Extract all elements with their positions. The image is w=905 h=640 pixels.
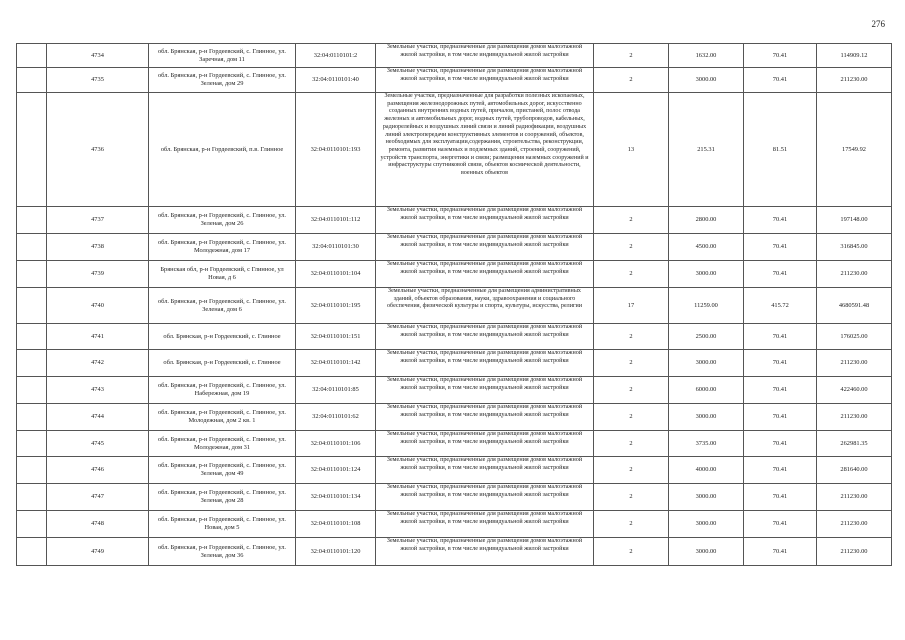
row-number-cell: 4737 [47, 207, 149, 234]
land-use-cell: Земельные участки, предназначенные для размещения домов малоэтажной жилой застройки, в том числе индивидуальной жилой застройки [376, 377, 594, 404]
cadastral-value-cell: 176025.00 [817, 324, 892, 350]
blank-cell [17, 68, 47, 93]
use-group-cell: 2 [594, 538, 669, 566]
cadastral-number-cell: 32:04:0110101:85 [296, 377, 376, 404]
row-number-cell: 4747 [47, 484, 149, 511]
specific-value-cell: 70.41 [744, 44, 817, 68]
cadastral-value-cell: 211230.00 [817, 350, 892, 377]
blank-cell [17, 261, 47, 288]
row-number-cell: 4743 [47, 377, 149, 404]
specific-value-cell: 70.41 [744, 324, 817, 350]
blank-cell [17, 207, 47, 234]
land-use-cell: Земельные участки, предназначенные для размещения домов малоэтажной жилой застройки, в том числе индивидуальной жилой застройки [376, 484, 594, 511]
land-use-cell: Земельные участки, предназначенные для размещения домов малоэтажной жилой застройки, в том числе индивидуальной жилой застройки [376, 538, 594, 566]
cadastral-number-cell: 32:04:0110101:40 [296, 68, 376, 93]
table-row [17, 538, 892, 566]
address-cell: обл. Брянская, р-н Гордеевский, с. Глинное, ул. Молодежная, дом 2 кв. 1 [149, 404, 296, 431]
area-cell: 3000.00 [669, 484, 744, 511]
table-row [17, 511, 892, 538]
land-use-cell: Земельные участки, предназначенные для размещения домов малоэтажной жилой застройки, в том числе индивидуальной жилой застройки [376, 431, 594, 457]
use-group-cell: 2 [594, 511, 669, 538]
area-cell: 3000.00 [669, 68, 744, 93]
address-cell: обл. Брянская, р-н Гордеевский, с. Глинное, ул. Заречная, дом 11 [149, 44, 296, 68]
table-row [17, 404, 892, 431]
cadastral-number-cell: 32:04:0110101:2 [296, 44, 376, 68]
cadastral-number-cell: 32:04:0110101:151 [296, 324, 376, 350]
use-group-cell: 2 [594, 234, 669, 261]
address-cell: обл. Брянская, р-н Гордеевский, п.в. Глинное [149, 93, 296, 207]
cadastral-number-cell: 32:04:0110101:120 [296, 538, 376, 566]
table-row [17, 324, 892, 350]
specific-value-cell: 70.41 [744, 234, 817, 261]
use-group-cell: 2 [594, 44, 669, 68]
blank-cell [17, 538, 47, 566]
use-group-cell: 2 [594, 350, 669, 377]
address-cell: обл. Брянская, р-н Гордеевский, с. Глинное, ул. Зеленая, дом 29 [149, 68, 296, 93]
land-use-cell: Земельные участки, предназначенные для размещения административных зданий, объектов образования, науки, здравоохранения и социального обеспечения, физической культуры и спорта, культуры, искусства, религии [376, 288, 594, 324]
blank-cell [17, 511, 47, 538]
cadastral-number-cell: 32:04:0110101:195 [296, 288, 376, 324]
area-cell: 4000.00 [669, 457, 744, 484]
land-use-cell: Земельные участки, предназначенные для размещения домов малоэтажной жилой застройки, в том числе индивидуальной жилой застройки [376, 207, 594, 234]
specific-value-cell: 70.41 [744, 68, 817, 93]
row-number-cell: 4735 [47, 68, 149, 93]
area-cell: 2800.00 [669, 207, 744, 234]
land-use-cell: Земельные участки, предназначенные для размещения домов малоэтажной жилой застройки, в том числе индивидуальной жилой застройки [376, 350, 594, 377]
land-use-cell: Земельные участки, предназначенные для размещения домов малоэтажной жилой застройки, в том числе индивидуальной жилой застройки [376, 324, 594, 350]
cadastral-value-cell: 316845.00 [817, 234, 892, 261]
cadastral-value-cell: 422460.00 [817, 377, 892, 404]
specific-value-cell: 70.41 [744, 404, 817, 431]
blank-cell [17, 484, 47, 511]
address-cell: обл. Брянская, р-н Гордеевский, с. Глинное, ул. Молодежная, дом 17 [149, 234, 296, 261]
row-number-cell: 4736 [47, 93, 149, 207]
land-use-cell: Земельные участки, предназначенные для размещения домов малоэтажной жилой застройки, в том числе индивидуальной жилой застройки [376, 404, 594, 431]
table-row [17, 68, 892, 93]
table-row [17, 457, 892, 484]
table-body [17, 44, 892, 566]
use-group-cell: 2 [594, 377, 669, 404]
land-use-cell: Земельные участки, предназначенные для размещения домов малоэтажной жилой застройки, в том числе индивидуальной жилой застройки [376, 44, 594, 68]
cadastral-number-cell: 32:04:0110101:30 [296, 234, 376, 261]
cadastral-value-cell: 4680591.48 [817, 288, 892, 324]
area-cell: 3000.00 [669, 538, 744, 566]
blank-cell [17, 324, 47, 350]
blank-cell [17, 457, 47, 484]
land-use-cell: Земельные участки, предназначенные для размещения домов малоэтажной жилой застройки, в том числе индивидуальной жилой застройки [376, 68, 594, 93]
cadastral-value-cell: 281640.00 [817, 457, 892, 484]
area-cell: 11259.00 [669, 288, 744, 324]
row-number-cell: 4738 [47, 234, 149, 261]
area-cell: 3000.00 [669, 404, 744, 431]
cadastral-value-cell: 114909.12 [817, 44, 892, 68]
land-use-cell: Земельные участки, предназначенные для размещения домов малоэтажной жилой застройки, в том числе индивидуальной жилой застройки [376, 457, 594, 484]
table-row [17, 350, 892, 377]
row-number-cell: 4740 [47, 288, 149, 324]
address-cell: обл. Брянская, р-н Гордеевский, с. Глинное, ул. Молодежная, дом 31 [149, 431, 296, 457]
table-row [17, 377, 892, 404]
address-cell: обл. Брянская, р-н Гордеевский, с. Глинное, ул. Зеленая, дом 28 [149, 484, 296, 511]
use-group-cell: 2 [594, 207, 669, 234]
address-cell: обл. Брянская, р-н Гордеевский, с. Глинное, ул. Набережная, дом 19 [149, 377, 296, 404]
cadastral-value-cell: 262981.35 [817, 431, 892, 457]
use-group-cell: 2 [594, 261, 669, 288]
table-row [17, 44, 892, 68]
specific-value-cell: 81.51 [744, 93, 817, 207]
area-cell: 1632.00 [669, 44, 744, 68]
use-group-cell: 13 [594, 93, 669, 207]
land-use-cell: Земельные участки, предназначенные для размещения домов малоэтажной жилой застройки, в том числе индивидуальной жилой застройки [376, 234, 594, 261]
row-number-cell: 4734 [47, 44, 149, 68]
area-cell: 215.31 [669, 93, 744, 207]
use-group-cell: 2 [594, 457, 669, 484]
address-cell: обл. Брянская, р-н Гордеевский, с. Глинное, ул. Зеленая, дом 26 [149, 207, 296, 234]
row-number-cell: 4748 [47, 511, 149, 538]
table-row [17, 288, 892, 324]
row-number-cell: 4739 [47, 261, 149, 288]
blank-cell [17, 377, 47, 404]
cadastral-value-cell: 211230.00 [817, 68, 892, 93]
row-number-cell: 4741 [47, 324, 149, 350]
land-use-cell: Земельные участки, предназначенные для размещения домов малоэтажной жилой застройки, в том числе индивидуальной жилой застройки [376, 511, 594, 538]
area-cell: 3000.00 [669, 350, 744, 377]
row-number-cell: 4746 [47, 457, 149, 484]
area-cell: 3000.00 [669, 511, 744, 538]
specific-value-cell: 70.41 [744, 511, 817, 538]
address-cell: Брянская обл, р-н Гордеевский, с Глинное, ул Новая, д 6 [149, 261, 296, 288]
blank-cell [17, 93, 47, 207]
specific-value-cell: 415.72 [744, 288, 817, 324]
use-group-cell: 2 [594, 324, 669, 350]
table-row [17, 93, 892, 207]
address-cell: обл. Брянская, р-н Гордеевский, с. Глинное, ул. Зеленая, дом 36 [149, 538, 296, 566]
cadastral-value-cell: 211230.00 [817, 511, 892, 538]
area-cell: 4500.00 [669, 234, 744, 261]
table-row [17, 234, 892, 261]
blank-cell [17, 288, 47, 324]
blank-cell [17, 431, 47, 457]
specific-value-cell: 70.41 [744, 538, 817, 566]
specific-value-cell: 70.41 [744, 484, 817, 511]
blank-cell [17, 350, 47, 377]
use-group-cell: 17 [594, 288, 669, 324]
specific-value-cell: 70.41 [744, 431, 817, 457]
use-group-cell: 2 [594, 68, 669, 93]
address-cell: обл. Брянская, р-н Гордеевский, с. Глинное [149, 324, 296, 350]
row-number-cell: 4749 [47, 538, 149, 566]
cadastral-value-cell: 197148.00 [817, 207, 892, 234]
address-cell: обл. Брянская, р-н Гордеевский, с. Глинное, ул. Зеленая, дом 49 [149, 457, 296, 484]
cadastral-number-cell: 32:04:0110101:134 [296, 484, 376, 511]
specific-value-cell: 70.41 [744, 207, 817, 234]
page-number: 276 [871, 19, 885, 29]
table-row [17, 431, 892, 457]
blank-cell [17, 234, 47, 261]
blank-cell [17, 44, 47, 68]
cadastral-value-cell: 211230.00 [817, 538, 892, 566]
land-use-cell: Земельные участки, предназначенные для размещения домов малоэтажной жилой застройки, в том числе индивидуальной жилой застройки [376, 261, 594, 288]
use-group-cell: 2 [594, 431, 669, 457]
cadastral-value-cell: 211230.00 [817, 261, 892, 288]
row-number-cell: 4744 [47, 404, 149, 431]
cadastral-value-cell: 17549.92 [817, 93, 892, 207]
table-row [17, 207, 892, 234]
use-group-cell: 2 [594, 404, 669, 431]
table-row [17, 484, 892, 511]
specific-value-cell: 70.41 [744, 261, 817, 288]
blank-cell [17, 404, 47, 431]
cadastral-value-cell: 211230.00 [817, 404, 892, 431]
cadastral-number-cell: 32:04:0110101:104 [296, 261, 376, 288]
cadastral-value-cell: 211230.00 [817, 484, 892, 511]
address-cell: обл. Брянская, р-н Гордеевский, с. Глинное, ул. Зеленая, дом 6 [149, 288, 296, 324]
cadastral-number-cell: 32:04:0110101:142 [296, 350, 376, 377]
cadastral-number-cell: 32:04:0110101:106 [296, 431, 376, 457]
cadastral-number-cell: 32:04:0110101:193 [296, 93, 376, 207]
cadastral-number-cell: 32:04:0110101:112 [296, 207, 376, 234]
use-group-cell: 2 [594, 484, 669, 511]
area-cell: 2500.00 [669, 324, 744, 350]
address-cell: обл. Брянская, р-н Гордеевский, с. Глинное [149, 350, 296, 377]
area-cell: 3000.00 [669, 261, 744, 288]
cadastral-number-cell: 32:04:0110101:124 [296, 457, 376, 484]
specific-value-cell: 70.41 [744, 350, 817, 377]
land-plots-table [16, 43, 892, 566]
row-number-cell: 4742 [47, 350, 149, 377]
land-use-cell: Земельные участки, предназначенные для разработки полезных ископаемых, размещения железнодорожных путей, автомобильных дорог, искусственно созданных внутренних водных путей, причалов, пристаней, полос отвода железных и автомобильных дорог, водных путей, трубопроводов, кабельных, радиорелейных и воздушных линий связи и линий радиофикации, воздушных линий электропередачи конструктивных элементов и сооружений, объектов, необходимых для эксплуатации,содержания, строительства, реконструкции, ремонта, развития наземных и подземных зданий, строений, сооружений, устройств транспорта, энергетики и связи; размещения наземных сооружений и инфраструктуры спутниковой связи, объектов космической деятельности, военных объектов [376, 93, 594, 207]
table-row [17, 261, 892, 288]
row-number-cell: 4745 [47, 431, 149, 457]
area-cell: 3735.00 [669, 431, 744, 457]
cadastral-number-cell: 32:04:0110101:108 [296, 511, 376, 538]
area-cell: 6000.00 [669, 377, 744, 404]
cadastral-number-cell: 32:04:0110101:62 [296, 404, 376, 431]
specific-value-cell: 70.41 [744, 457, 817, 484]
address-cell: обл. Брянская, р-н Гордеевский, с. Глинное, ул. Новая, дом 5 [149, 511, 296, 538]
specific-value-cell: 70.41 [744, 377, 817, 404]
